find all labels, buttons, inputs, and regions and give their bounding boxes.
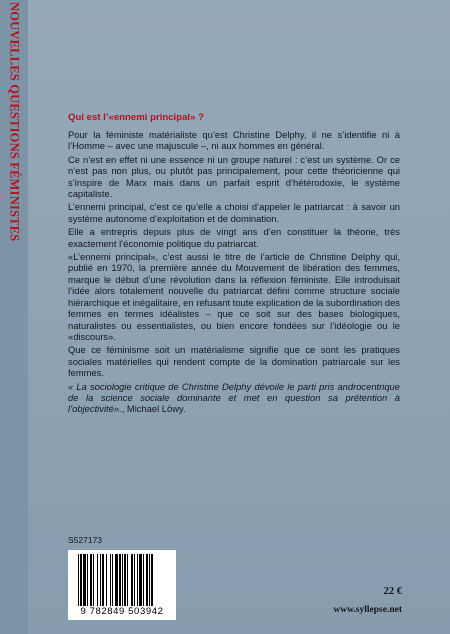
blurb-paragraph: Ce n’est en effet ni une essence ni un groupe naturel : c’est un système. Or ce n’est pas non plus, ou plutôt pas principalement, pour cette théoricienne qui s’inspire de Marx mais dans un parfait esprit d’hétérodoxie, le système capitaliste. <box>68 153 400 200</box>
quote-text: « La sociologie critique de Christine Delphy dévoile le parti pris androcentrique de la science sociale dominante et met en question sa prétention à l’objectivité». <box>68 380 400 415</box>
barcode <box>68 550 176 620</box>
barcode-digits: 9 782849 503942 <box>80 606 164 617</box>
blurb-paragraph: Pour la féministe matérialiste qu’est Christine Delphy, il ne s’identifie ni à l’Homme – avec une majuscule –, ni aux hommes en général. <box>68 129 400 152</box>
blurb-paragraph: Que ce féminisme soit un matérialisme signifie que ce sont les pratiques sociales matérielles qui rendent compte de la domination patriarcale sur les femmes. <box>68 344 400 379</box>
blurb-paragraph: Elle a entrepris depuis plus de vingt ans d’en constituer la théorie, très exactement l’économie politique du patriarcat. <box>68 226 400 249</box>
blurb-quote <box>68 381 400 415</box>
price: 22 € <box>383 586 402 597</box>
publisher-website: www.syllepse.net <box>333 605 402 615</box>
barcode-bars <box>78 554 166 606</box>
product-code: S527173 <box>68 535 103 545</box>
series-title-text: NOUVELLES QUESTIONS FÉMINISTES <box>7 2 22 242</box>
blurb-paragraph: L’ennemi principal, c’est ce qu’elle a choisi d’appeler le patriarcat : à savoir un système autonome d’exploitation et de domination. <box>68 201 400 224</box>
quote-author: , Michael Löwy. <box>121 403 186 415</box>
blurb <box>68 112 400 417</box>
blurb-paragraph: «L’ennemi principal», c’est aussi le titre de l’article de Christine Delphy qui, publié en 1970, la première année du Mouvement de libération des femmes, marque le début d’une révolution dans la réflexion féministe. Elle introduisait l’idée alors totalement nouvelle du patriarcat défini comme structure sociale hiérarchique et inégalitaire, en refusant toute explication de la subordination des femmes en termes idéalistes – que ce soit sur des bases biologiques, naturalistes ou essentialistes, ou bien encore fondées sur l’idéologie ou le «discours». <box>68 251 400 342</box>
blurb-heading: Qui est l’«ennemi principal» ? <box>68 112 204 123</box>
